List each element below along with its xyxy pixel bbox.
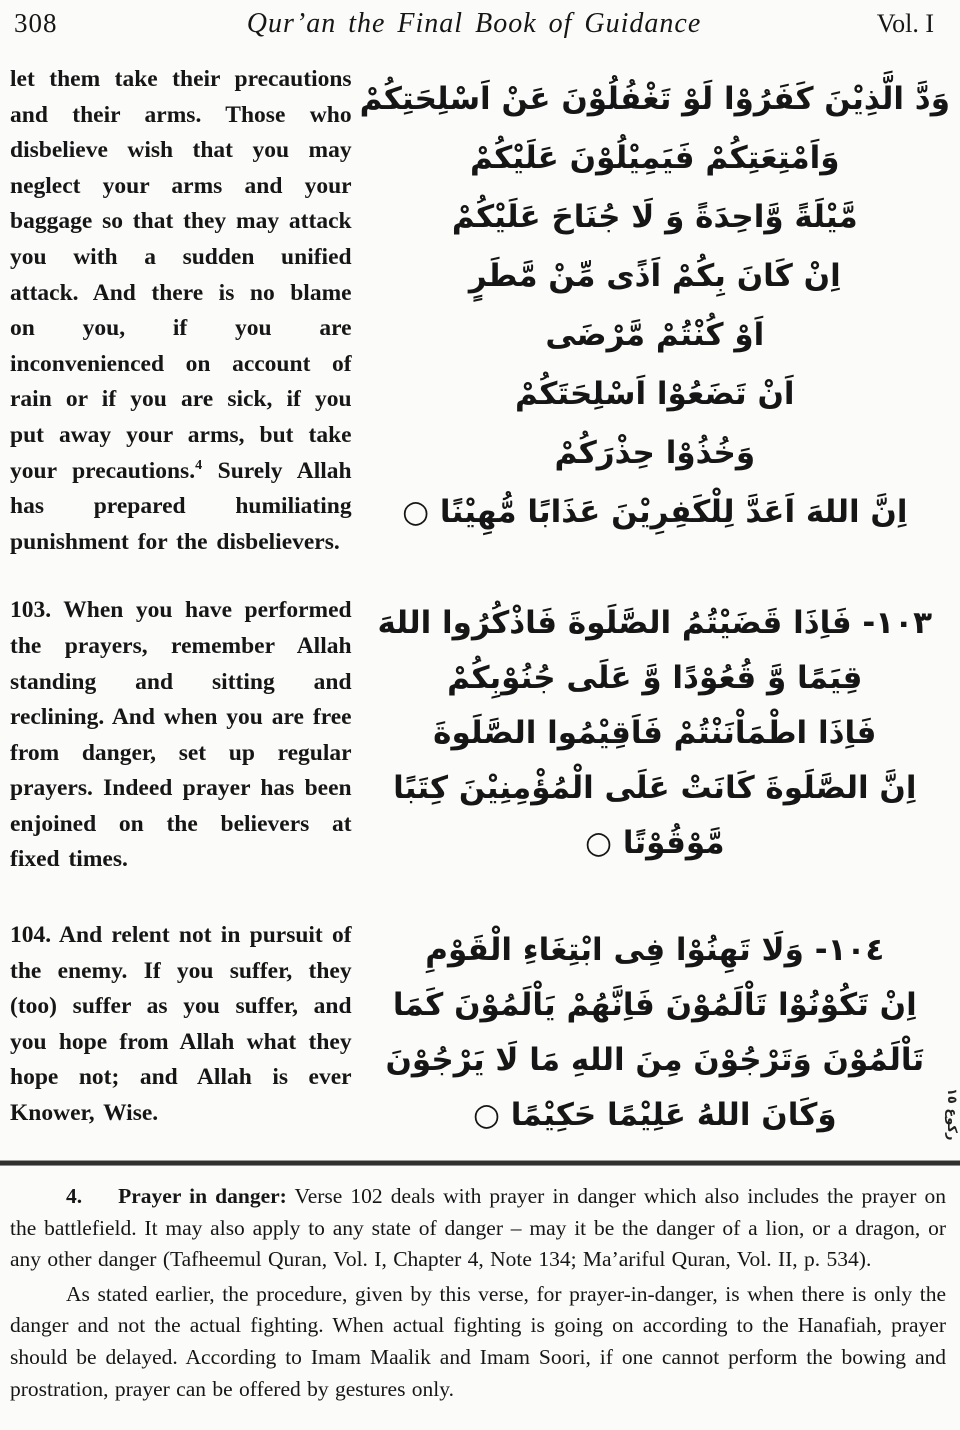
arabic-line: تَاْلَمُوْنَ وَتَرْجُوْنَ مِنَ اللهِ مَا لَا يَرْجُوْنَ — [385, 1042, 925, 1078]
translation-verse-103: 103. When you have performed the prayers, remember Allah standing and sitting and reclining. And when you are free from danger, set up regular prayers. Indeed prayer has been enjoined on the believers at fixed times. — [10, 597, 352, 873]
arabic-verse-104 — [360, 923, 950, 1143]
volume-label: Vol. I — [876, 9, 934, 38]
arabic-line: مَّيْلَةً وَّاحِدَةً وَ لَا جُنَاحَ عَلَيْكُمْ — [451, 199, 858, 235]
footnote-section — [0, 1166, 960, 1405]
arabic-line: وَدَّ الَّذِيْنَ كَفَرُوْا لَوْ تَغْفُلُوْنَ عَنْ اَسْلِحَتِكُمْ — [359, 81, 950, 117]
page-header — [0, 0, 960, 48]
footnote-body: Verse 102 deals with prayer in danger which also includes the prayer on the battlefield. It may also apply to any state of danger – may it be the danger of a lion, or a dragon, or any other danger (Tafheemul Quran, Vol. I, Chapter 4, Note 134; Ma’ariful Quran, Vol. II, p. 534). — [10, 1184, 946, 1272]
arabic-line: وَكَانَ اللهُ عَلِيْمًا حَكِيْمًا ○ — [472, 1097, 837, 1133]
footnote-reference-4: 4 — [195, 457, 203, 473]
arabic-line: اَنْ تَضَعُوْا اَسْلِحَتَكُمْ — [515, 376, 795, 412]
english-translation-column — [10, 48, 352, 1160]
arabic-line: مَّوْقُوْتًا ○ — [585, 825, 725, 861]
ruku-margin-marker: ركوع ١٥ — [944, 1088, 959, 1141]
footnote-paragraph-1 — [10, 1181, 946, 1276]
page-number: 308 — [14, 8, 58, 38]
arabic-line: فَاِذَا اطْمَاْنَنْتُمْ فَاَقِيْمُوا الصَّلَوةَ — [433, 715, 877, 751]
arabic-line: اِنَّ الصَّلَوةَ كَانَتْ عَلَى الْمُؤْمِنِيْنَ كِتَبًا — [393, 770, 917, 806]
arabic-line: ١٠٤- وَلَا تَهِنُوْا فِى ابْتِغَاءِ الْقَوْمِ — [425, 932, 885, 968]
footnote-paragraph-2: As stated earlier, the procedure, given by this verse, for prayer-in-danger, is when there is only the danger and not the actual fighting. When actual fighting is going on according to the Hanafiah, prayer should be delayed. According to Imam Maalik and Imam Soori, if one cannot perform the bowing and prostration, prayer can be offered by gestures only. — [10, 1281, 946, 1401]
arabic-line: قِيَمًا وَّ قُعُوْدًا وَّ عَلَى جُنُوْبِكُمْ — [447, 660, 863, 696]
arabic-line: وَاَمْتِعَتِكُمْ فَيَمِيْلُوْنَ عَلَيْكُمْ — [470, 140, 840, 176]
arabic-text-column — [352, 48, 954, 1160]
arabic-line: اِنْ كَانَ بِكُمْ اَذًى مِّنْ مَّطَرٍ — [468, 258, 841, 294]
arabic-line: اَوْ كُنْتُمْ مَّرْضَى — [545, 317, 765, 353]
arabic-verse-103 — [360, 596, 950, 871]
content-columns — [0, 48, 960, 1160]
translation-verse-104: 104. And relent not in pursuit of the enemy. If you suffer, they (too) suffer as you suffer, and you hope from Allah what they hope not; and Allah is ever Knower, Wise. — [10, 922, 352, 1127]
arabic-line: وَخُذُوْا حِذْرَكُمْ — [554, 435, 756, 471]
translation-verse-102 — [10, 62, 352, 560]
verse-102-text-before-ref: let them take their precautions and their arms. Those who disbelieve wish that you may neglect your arms and your baggage so that they may attack you with a sudden unified attack. And there is no blame on you, if you are inconvenienced on account of rain or if you are sick, if you put away your arms, but take your precautions. — [10, 66, 352, 484]
arabic-line: اِنْ تَكُوْنُوْا تَاْلَمُوْنَ فَاِنَّهُمْ يَاْلَمُوْنَ كَمَا — [392, 987, 917, 1023]
arabic-verse-102 — [360, 70, 950, 542]
book-title: Qur’an the Final Book of Guidance — [246, 8, 702, 39]
footnote-lead: Prayer in danger: — [118, 1184, 287, 1208]
verse-102-text-after-ref: Surely Allah has prepared humiliating punishment for the disbelievers. — [10, 457, 352, 555]
arabic-line: اِنَّ اللهَ اَعَدَّ لِلْكَفِرِيْنَ عَذَابًا مُّهِيْنًا ○ — [402, 494, 908, 530]
arabic-line: ١٠٣- فَاِذَا قَضَيْتُمُ الصَّلَوةَ فَاذْكُرُوا اللهَ — [377, 605, 933, 641]
footnote-number: 4. — [66, 1184, 83, 1208]
